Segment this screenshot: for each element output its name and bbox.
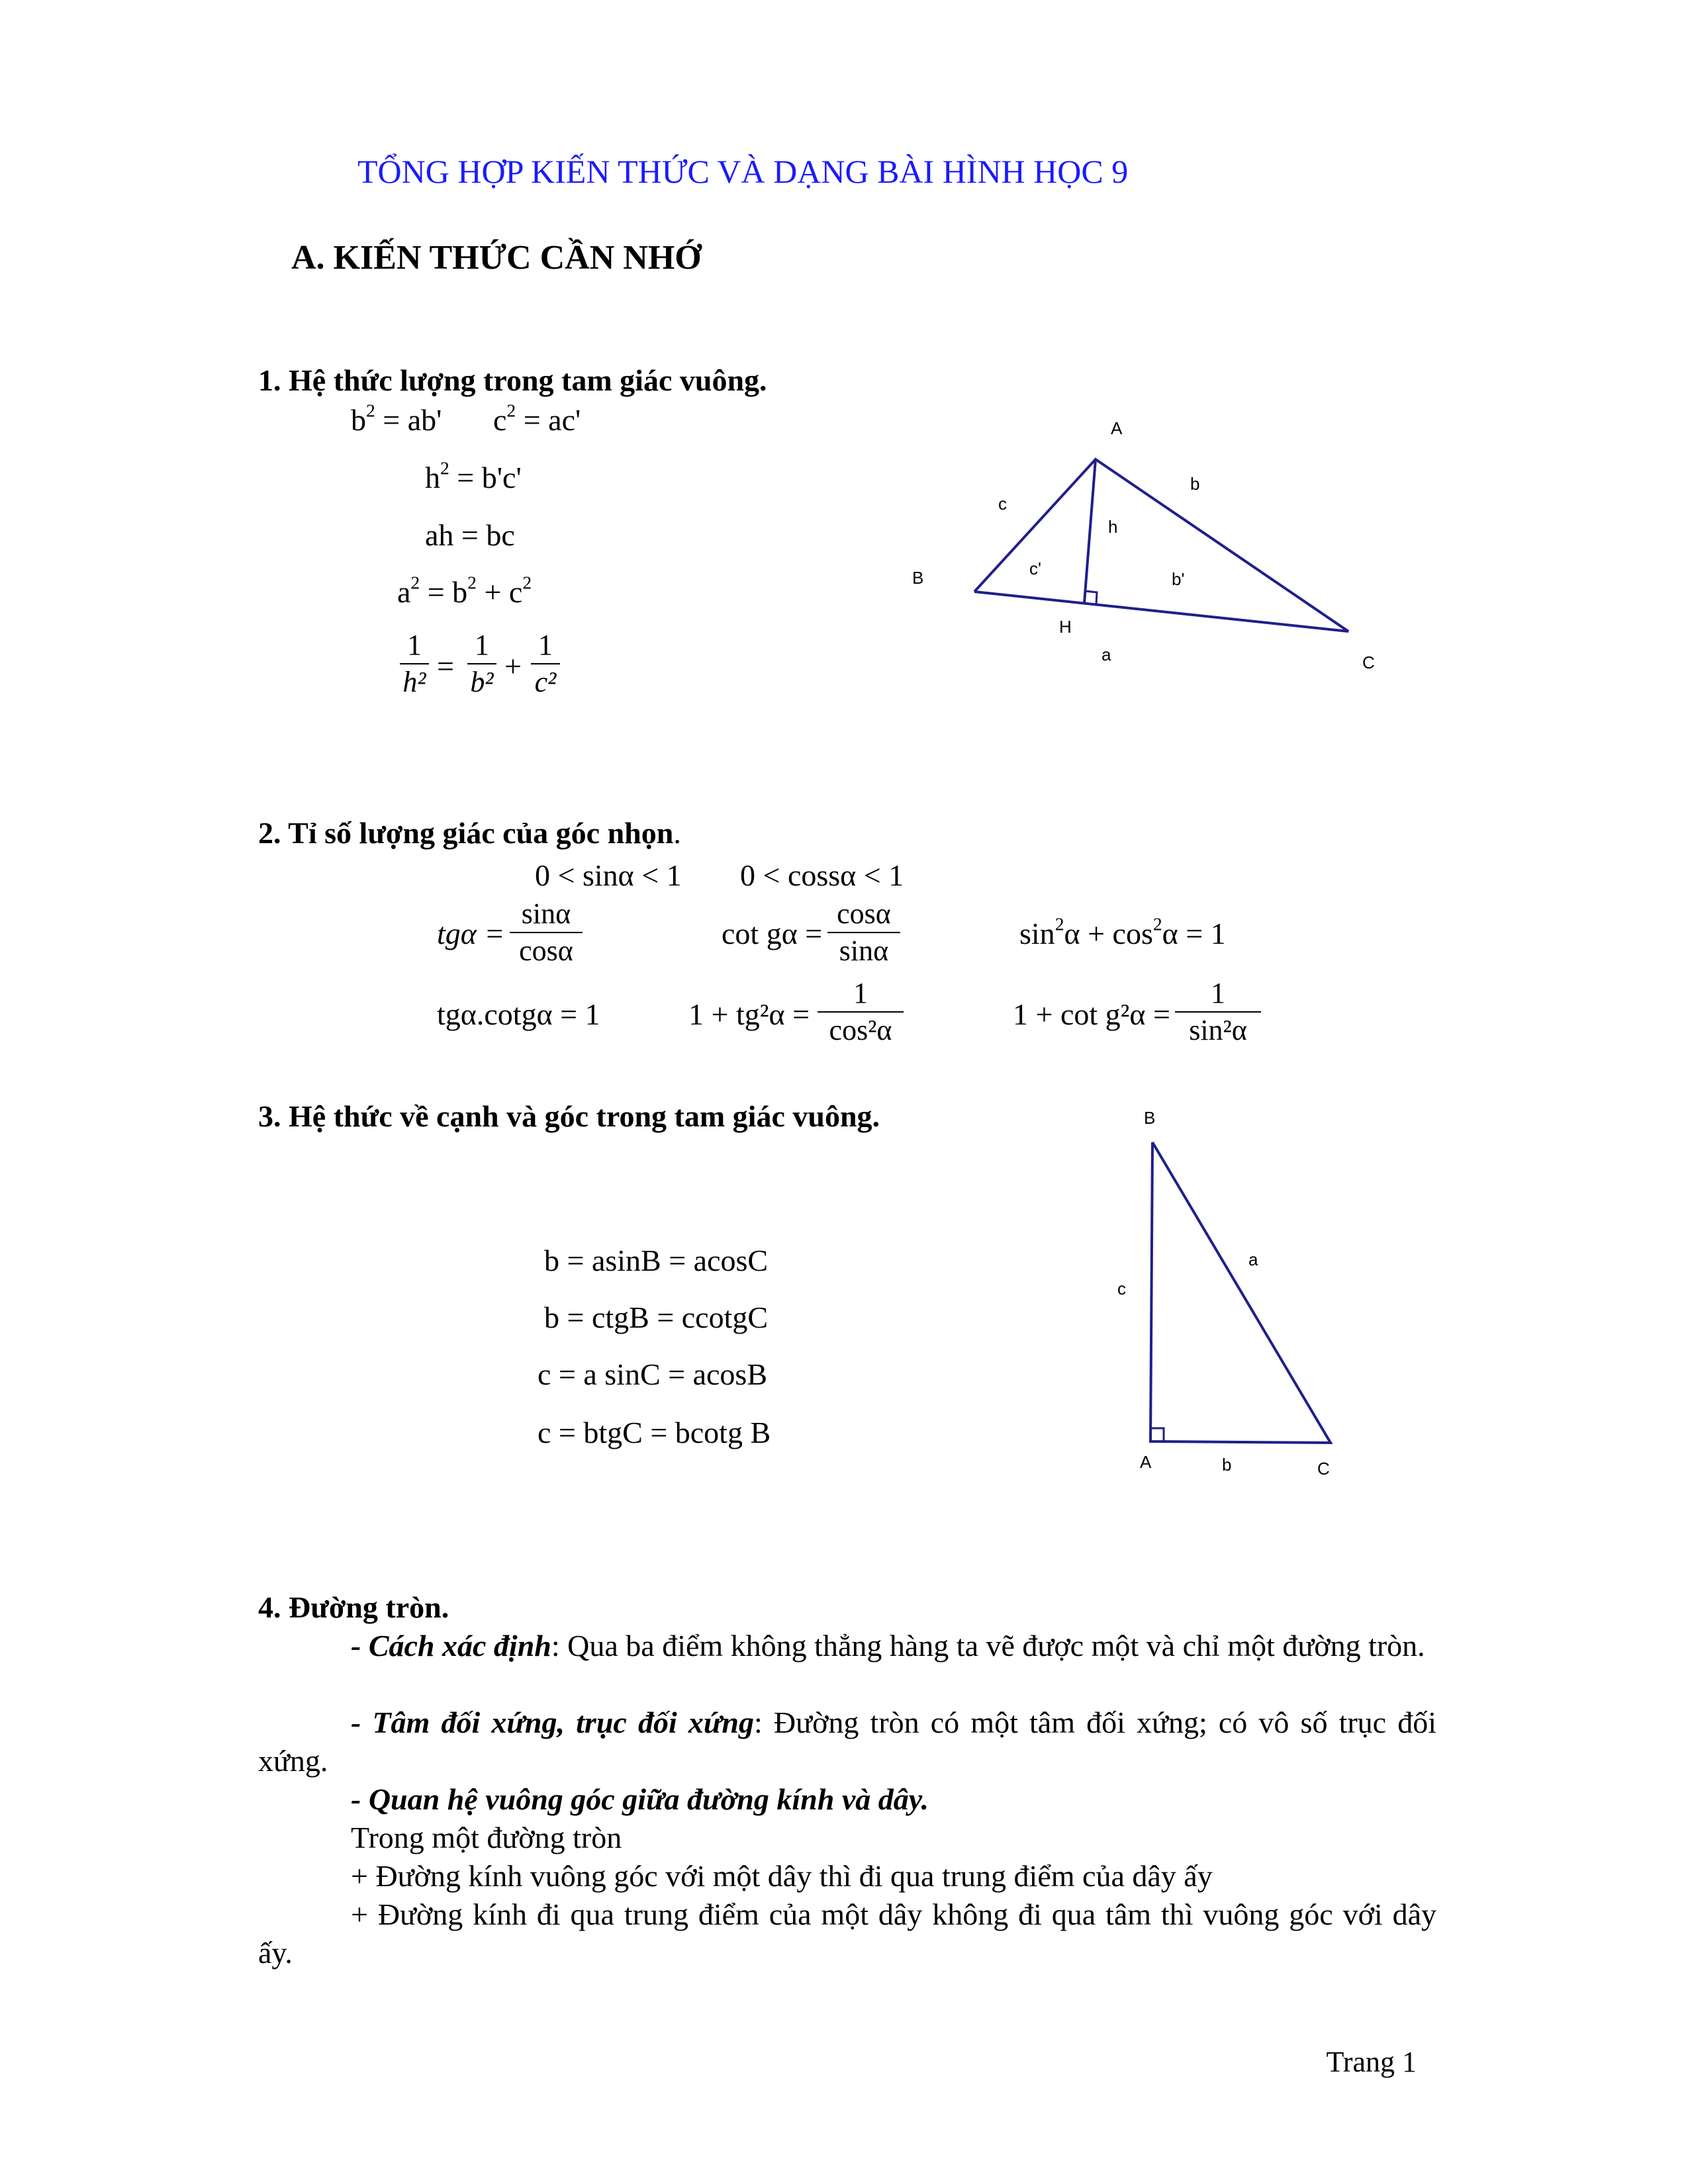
label-side-a: a xyxy=(1102,645,1111,664)
frac-tg: sinα cosα xyxy=(510,897,583,968)
triangle-abc-outline-2 xyxy=(1150,1142,1331,1443)
label-side-b-2: b xyxy=(1222,1455,1232,1475)
formula-pythagoras: $a^2 = b^2 + c^2$ xyxy=(397,572,532,609)
figure-right-triangle-at-a xyxy=(1099,1092,1377,1502)
label-side-a-2: a xyxy=(1248,1250,1258,1269)
label-b-prime: b' xyxy=(1172,569,1185,589)
frac-1-c2: 1 c² xyxy=(531,629,560,699)
s3-heading: 3. Hệ thức về cạnh và góc trong tam giác vuông. xyxy=(258,1099,880,1133)
formula-c2-acprime: $c^2 = ac'$ xyxy=(493,400,581,437)
identity-tg-lhs: 1 + tg²α = xyxy=(688,997,810,1031)
ineq-sin: 0 < sinα < 1 xyxy=(535,858,682,892)
label-c-prime: c' xyxy=(1029,559,1041,578)
ineq-cos: 0 < cossα < 1 xyxy=(740,858,904,892)
label-vertex-b: B xyxy=(912,568,924,588)
altitude-ah xyxy=(1084,459,1096,603)
frac-1-cos2: 1 cos²α xyxy=(818,977,904,1047)
relation-b-ctgb: b = ctgB = ccotgC xyxy=(544,1300,769,1334)
page-number: Trang 1 xyxy=(1326,2046,1417,2078)
label-side-c-2: c xyxy=(1117,1279,1126,1298)
identity-cotg-lhs: 1 + cot g²α = xyxy=(1013,997,1170,1031)
label-vertex-c: C xyxy=(1362,653,1375,672)
frac-1-b2: 1 b² xyxy=(467,629,496,699)
label-vertex-c-2: C xyxy=(1317,1459,1330,1479)
label-vertex-b-2: B xyxy=(1144,1108,1156,1128)
label-side-c: c xyxy=(998,494,1007,514)
frac-1-h2: 1 h² xyxy=(400,629,429,699)
paragraph-tam-doi-xung: - Tâm đối xứng, trục đối xứng: Đường tròn có một tâm đối xứng; có vô số trục đối xứng. xyxy=(258,1706,1436,1778)
paragraph-cach-xac-dinh: - Cách xác định: Qua ba điểm không thẳng hàng ta vẽ được một và chỉ một đường tròn. xyxy=(351,1629,1425,1662)
paragraph-trong-mot-duong-tron: Trong một đường tròn xyxy=(351,1821,622,1854)
triangle-abc-outline xyxy=(974,459,1348,631)
frac-cotg: cosα sinα xyxy=(827,897,900,968)
section-a-heading: A. KIẾN THỨC CẦN NHỚ xyxy=(291,239,702,277)
relation-c-btgc: c = btgC = bcotg B xyxy=(538,1416,771,1449)
s1-heading: 1. Hệ thức lượng trong tam giác vuông. xyxy=(258,363,767,397)
relation-b-asinb: b = asinB = acosC xyxy=(544,1244,769,1277)
formula-b2-abprime: $b^2 = ab'$ xyxy=(351,400,442,437)
cotg-lhs: cot gα = xyxy=(722,917,823,950)
formula-h2: $h^2 = b'c'$ xyxy=(425,457,522,494)
paragraph-duong-kinh-vuong-goc: + Đường kính vuông góc với một dây thì đi qua trung điểm của dây ấy xyxy=(351,1859,1213,1893)
figure-right-triangle-altitude xyxy=(861,397,1456,702)
frac-1-sin2: 1 sin²α xyxy=(1175,977,1261,1047)
tg-lhs: tgα = xyxy=(437,917,505,950)
relation-c-asinc: c = a sinC = acosB xyxy=(538,1357,767,1391)
label-side-b: b xyxy=(1190,474,1200,494)
page-title: TỔNG HỢP KIẾN THỨC VÀ DẠNG BÀI HÌNH HỌC 9 xyxy=(357,153,1129,190)
formula-ah-bc: ah = bc xyxy=(425,518,515,552)
tg-cotg-product: tgα.cotgα = 1 xyxy=(437,997,600,1031)
s2-heading: 2. Tỉ số lượng giác của góc nhọn. xyxy=(258,816,681,850)
s4-heading: 4. Đường tròn. xyxy=(258,1590,449,1624)
label-foot-h: H xyxy=(1059,617,1072,637)
paragraph-duong-kinh-trung-diem: + Đường kính đi qua trung điểm của một dây không đi qua tâm thì vuông góc với dây ấy. xyxy=(258,1897,1436,1970)
label-vertex-a: A xyxy=(1111,418,1123,438)
right-angle-mark-h xyxy=(1085,591,1097,604)
label-vertex-a-2: A xyxy=(1140,1452,1152,1472)
paragraph-quan-he-vuong-goc: - Quan hệ vuông góc giữa đường kính và dây. xyxy=(351,1782,929,1816)
equals-sign: = xyxy=(437,649,454,683)
label-altitude-h: h xyxy=(1108,517,1118,537)
right-angle-mark-a xyxy=(1150,1428,1164,1441)
plus-sign: + xyxy=(504,649,522,683)
pythagorean-identity: $\sin^2\alpha + \cos^2\alpha = 1$ xyxy=(1019,913,1226,950)
